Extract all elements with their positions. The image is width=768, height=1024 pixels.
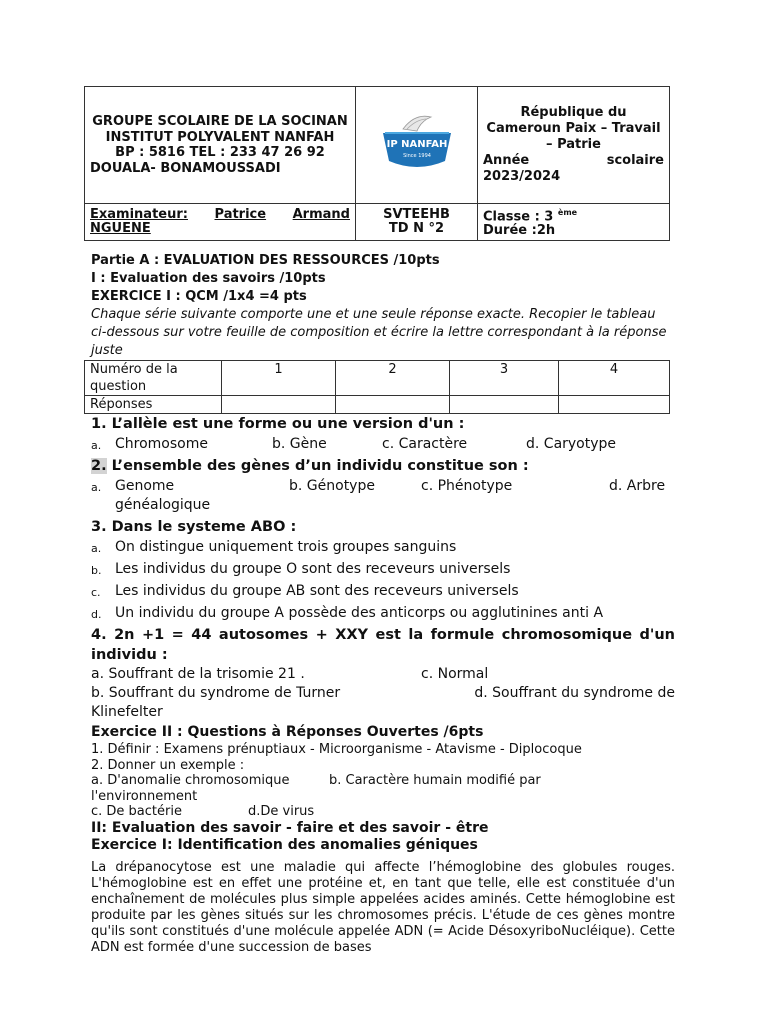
answer-row2-label: Réponses <box>85 396 222 414</box>
ex2-line4: l'environnement <box>91 788 198 804</box>
logo-text: IP NANFAH <box>386 139 447 150</box>
q3-text: 3. Dans le systeme ABO : <box>91 519 297 535</box>
ex2-line1: 1. Définir : Examens prénuptiaux - Microorganisme - Atavisme - Diplocoque <box>91 742 582 757</box>
school-info <box>85 87 356 204</box>
school-line3: BP : 5816 TEL : 233 47 26 92 <box>115 145 325 160</box>
q3-letter-c: c. <box>91 586 101 599</box>
year-label-a: Année <box>483 153 530 168</box>
q3-letter-b: b. <box>91 564 102 577</box>
q3-opt-c: Les individus du groupe AB sont des receveurs universels <box>115 583 519 599</box>
parta-title: Partie A : EVALUATION DES RESSOURCES /10pts <box>91 253 440 268</box>
exam-content <box>91 252 675 956</box>
ex2-line3a: a. D'anomalie chromosomique <box>91 773 290 788</box>
q3-opt-b: Les individus du groupe O sont des receveurs universels <box>115 561 511 577</box>
duration: Durée :2h <box>483 223 556 239</box>
q1-options <box>91 434 675 456</box>
year-label-b: scolaire <box>606 153 664 168</box>
class-sup: ème <box>557 208 578 217</box>
answer-num-2: 2 <box>336 361 450 396</box>
q3-opt-a: On distingue uniquement trois groupes sanguins <box>115 539 457 555</box>
q2-opt-d: d. Arbre <box>609 478 666 494</box>
answer-cell-1 <box>222 396 336 414</box>
q3-option-a <box>91 537 675 559</box>
answer-table <box>84 360 670 414</box>
examiner-first: Patrice <box>214 207 267 223</box>
class-duration <box>478 204 670 241</box>
q4-opt-a: a. Souffrant de la trisomie 21 . <box>91 666 305 682</box>
q2-text <box>91 456 675 476</box>
answer-num-3: 3 <box>450 361 559 396</box>
q2-opt-b: b. Génotype <box>289 478 375 494</box>
q3-option-d <box>91 603 675 625</box>
q4-text: 4. 2n +1 = 44 autosomes + XXY est la formule chromosomique d'un individu : <box>91 627 675 663</box>
code-line2: TD N °2 <box>388 221 445 237</box>
q2-options <box>91 476 675 498</box>
section2-title: II: Evaluation des savoir - faire et des savoir - être <box>91 819 489 836</box>
instructions: Chaque série suivante comporte une et une seule réponse exacte. Recopier le tableau ci-dessous sur votre feuille de composition et écrire la lettre correspondant à la réponse juste <box>91 307 667 358</box>
examiner-word: Examinateur: <box>90 207 188 223</box>
q1-letter-a: a. <box>91 439 102 452</box>
section2-exercise: Exercice I: Identification des anomalies géniques <box>91 836 478 853</box>
exercise1-title: EXERCICE I : QCM /1x4 =4 pts <box>91 289 307 304</box>
q1-opt-c: c. Caractère <box>382 436 468 452</box>
ex2-line3b: b. Caractère humain modifié par <box>329 773 541 788</box>
school-line4: DOUALA- BONAMOUSSADI <box>90 160 281 176</box>
answer-num-1: 1 <box>222 361 336 396</box>
school-logo-icon <box>377 111 457 175</box>
q1-text: 1. L’allèle est une forme ou une version d'un : <box>91 416 465 432</box>
header-table <box>84 86 670 241</box>
exam-code <box>356 204 478 241</box>
q1-opt-b: b. Gène <box>272 436 327 452</box>
ex2-line2: 2. Donner un exemple : <box>91 757 245 773</box>
answer-cell-3 <box>450 396 559 414</box>
q3-opt-d: Un individu du groupe A possède des anticorps ou agglutinines anti A <box>115 605 604 621</box>
answer-cell-4 <box>559 396 670 414</box>
school-line1: GROUPE SCOLAIRE DE LA SOCINAN <box>92 114 348 129</box>
code-line1: SVTEEHB <box>383 207 450 223</box>
q4-opt-d: d. Souffrant du syndrome de <box>474 685 675 701</box>
q4-opt-c: c. Normal <box>421 666 489 682</box>
q3-letter-d: d. <box>91 608 102 621</box>
ex2-line5a: c. De bactérie <box>91 804 182 819</box>
ex2-line5 <box>91 804 675 820</box>
q4-opt-cont: Klinefelter <box>91 704 163 720</box>
q1-opt-d: d. Caryotype <box>526 436 617 452</box>
q2-num: 2. <box>91 458 107 474</box>
examiner-last: NGUENE <box>90 221 151 237</box>
q3-letter-a: a. <box>91 542 102 555</box>
section2-paragraph: La drépanocytose est une maladie qui affecte l’hémoglobine des globules rouges. L'hémoglobine est en effet une protéine et, en tant que telle, elle est constituée d'un enchaînement de molécules plus simple appelées acides aminés. Cette hémoglobine est produite par les gènes situés sur les chromosomes précis. L'étude de ces gènes montre qu'ils sont constitués d'une molécule appelée ADN (= Acide DésoxyriboNucléique). Cette ADN est formée d'une succession de bases <box>91 859 675 955</box>
q2-opt-a: Genome <box>115 478 175 494</box>
q3-option-b <box>91 559 675 581</box>
class-label: Classe : 3 <box>483 209 554 225</box>
answer-row1-label: Numéro de la question <box>85 361 222 396</box>
examiner <box>85 204 356 241</box>
q4-opt-b: b. Souffrant du syndrome de Turner <box>91 685 341 701</box>
republic-info <box>478 87 670 204</box>
q2-body: L’ensemble des gènes d’un individu constitue son : <box>106 458 529 474</box>
q1-opt-a: Chromosome <box>115 436 208 452</box>
examiner-middle: Armand <box>292 207 350 223</box>
answer-num-4: 4 <box>559 361 670 396</box>
q4-row1 <box>91 665 675 684</box>
q2-opt-c: c. Phénotype <box>421 478 513 494</box>
ex2-line3 <box>91 773 675 789</box>
year-value: 2023/2024 <box>483 169 561 184</box>
school-line2: INSTITUT POLYVALENT NANFAH <box>105 129 335 145</box>
q3-option-c <box>91 581 675 603</box>
answer-cell-2 <box>336 396 450 414</box>
exercise2-title: Exercice II : Questions à Réponses Ouvertes /6pts <box>91 724 484 740</box>
logo-cell <box>356 87 478 204</box>
q4-row2 <box>91 684 675 703</box>
section1-title: I : Evaluation des savoirs /10pts <box>91 271 326 286</box>
republic-motto: République du Cameroun Paix – Travail – Patrie <box>486 105 661 152</box>
q2-opt-d-cont: généalogique <box>115 497 211 513</box>
logo-since: Since 1994 <box>402 153 431 159</box>
ex2-line5b: d.De virus <box>248 804 315 819</box>
q2-letter-a: a. <box>91 481 102 494</box>
